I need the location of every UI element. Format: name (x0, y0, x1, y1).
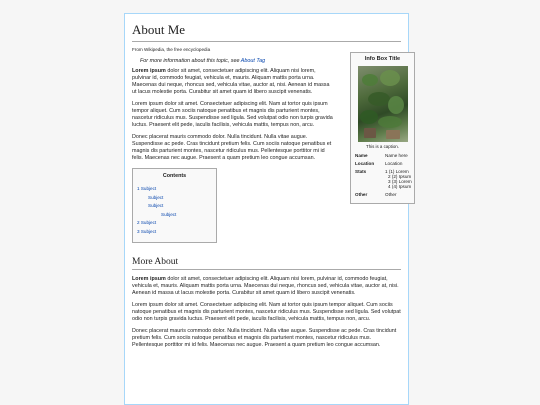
section-heading: More About (132, 257, 401, 270)
toc-link[interactable]: 3 Subject (137, 228, 157, 234)
infobox-value: 3 (3) Lorem (388, 179, 412, 184)
toc-link[interactable]: Subject (148, 194, 164, 200)
section2-bold: Lorem ipsum (132, 276, 166, 283)
toc-title: Contents (162, 173, 187, 180)
infobox-row (355, 161, 412, 166)
infobox-key: Name (355, 153, 368, 158)
infobox-value: 4 (4) Ipsum (388, 184, 412, 189)
toc-item-3 (137, 229, 212, 235)
infobox-key: Location (355, 161, 375, 166)
intro-paragraph-1-text: dolor sit amet, consectetuer adipiscing elit. Aliquam nisi lorem, pulvinar id, commodo feugiat, vehicula et, mauris. Aliquam mattis porta urna. Maecenas dui neque, rhoncus sed, vehicula vitae, auctor at, nisi. Aenean id massa ut lacus molestie porta. Curabitur sit amet quam id libero suscipit venenatis. (132, 68, 330, 96)
infobox-image (358, 66, 408, 142)
article-page (124, 13, 412, 405)
infobox-row (355, 169, 412, 189)
toc-link[interactable]: Subject (148, 203, 164, 209)
toc-link[interactable]: 1 Subject (137, 186, 157, 192)
infobox-value: 1 (1) Lorem (385, 169, 409, 174)
intro-column (132, 68, 334, 243)
section2-paragraph-3: Donec placerat mauris commodo dolor. Nulla tincidunt. Nulla vitae augue. Suspendisse ac pede. Cras tincidunt pretium felis. Cum sociis natoque penatibus et magnis dis parturient montes, nascetur ridiculus mus. Pellentesque porttitor mi id felis. Maecenas nec augue. Praesent a quam pretium leo congue accumsan. (132, 327, 397, 348)
infobox-value: 2 (2) Ipsum (388, 174, 412, 179)
hatnote-text: For more information about this topic, see (140, 58, 241, 64)
toc-item-2 (137, 220, 212, 226)
infobox-value: Location (385, 161, 403, 166)
infobox-value: Name here (385, 153, 408, 158)
toc-item-1-1 (137, 195, 212, 201)
hatnote-link[interactable]: About Tag (240, 58, 266, 64)
section2-paragraph-1 (132, 276, 401, 297)
intro-bold: Lorem ipsum (132, 68, 166, 74)
page-title: About Me (132, 20, 401, 42)
section2-paragraph-2: Lorem ipsum dolor sit amet. Consectetuer adipiscing elit. Nam at tortor quis ipsum tempor aliquet. Cum sociis natoque penatibus et magnis dis parturient montes, nascetur ridiculus mus. Suspendisse sed ligula. Sed volutpat odio non turpis gravida luctus. Praesent elit pede, iaculis facilisis, vehicula mattis, tempus non, arcu. (132, 301, 401, 323)
intro-paragraph-1 (132, 68, 334, 96)
toc-link[interactable]: Subject (161, 211, 177, 217)
infobox-value: Other (385, 192, 397, 197)
table-of-contents (132, 168, 217, 243)
infobox-caption: This is a caption. (366, 144, 399, 149)
infobox-key: Other (355, 192, 368, 197)
infobox-key: Stats (355, 169, 367, 174)
infobox (350, 52, 415, 204)
intro-paragraph-3: Donec placerat mauris commodo dolor. Nulla tincidunt. Nulla vitae augue. Suspendisse ac pede. Cras tincidunt pretium felis. Cum sociis natoque penatibus et magnis dis parturient montes, nascetur ridiculus mus. Pellentesque porttitor mi id felis. Maecenas nec augue. Praesent a quam pretium leo congue accumsan. (132, 133, 332, 162)
section2-paragraph-1-text: dolor sit amet, consectetuer adipiscing elit. Aliquam nisi lorem, pulvinar id, commodo feugiat, vehicula et, mauris. Aliquam mattis porta urna. Maecenas dui neque, rhoncus sed, vehicula vitae, auctor at, nisi. Aenean id massa ut lacus molestie porta. Curabitur sit amet quam id libero suscipit venenatis. (132, 276, 399, 297)
infobox-row (355, 192, 412, 197)
infobox-row (355, 153, 412, 158)
toc-item-1-2 (137, 203, 212, 209)
toc-link[interactable]: 2 Subject (137, 220, 157, 226)
infobox-title: Info Box Title (364, 56, 401, 62)
from-line: From Wikipedia, the free encyclopedia (132, 47, 211, 52)
toc-item-1-2-1 (137, 212, 212, 218)
toc-item-1 (137, 186, 212, 192)
intro-paragraph-2: Lorem ipsum dolor sit amet. Consectetuer adipiscing elit. Nam at tortor quis ipsum tempor aliquet. Cum sociis natoque penatibus et magnis dis parturient montes, nascetur ridiculus mus. Suspendisse sed ligula. Sed volutpat odio non turpis gravida luctus. Praesent elit pede, iaculis facilisis, vehicula mattis, tempus non, arcu. (132, 100, 333, 129)
